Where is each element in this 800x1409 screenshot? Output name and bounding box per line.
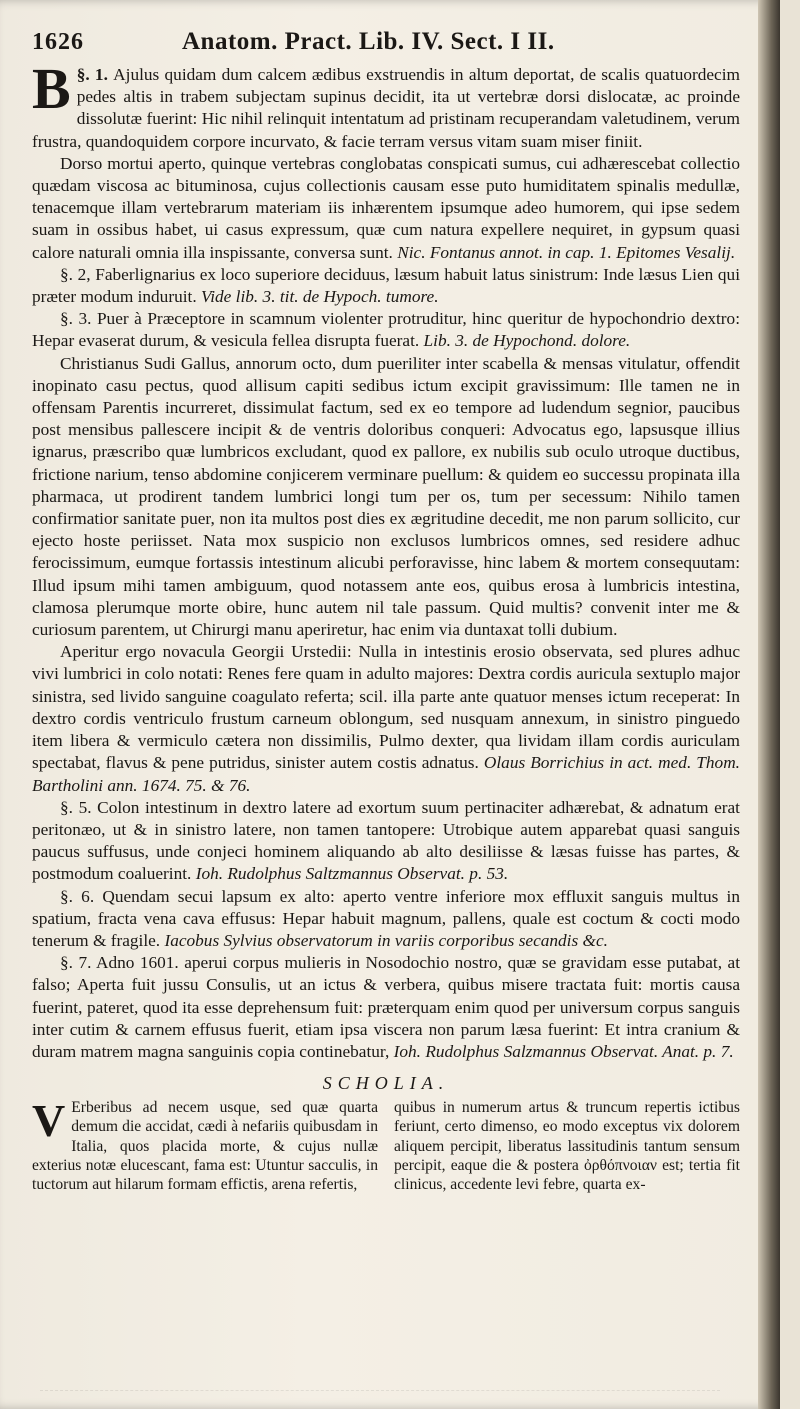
citation: Iacobus Sylvius observatorum in variis corporibus secandis &c. xyxy=(164,930,608,950)
paragraph-text: Christianus Sudi Gallus, annorum octo, dum pueriliter inter scabella & mensas vitulatur, offendit inopinato casu pectus, quod allisum capiti sedibus ictum excipit gravissimum: Ille tamen ne in offensam Parentis incurreret, dissimulat factum, sed ex eo tempore ad ludendum segnior, paucibus post mensibus pallescere incipit & de ventris doloribus conqueri: Advocatus ego, lapsusque illius ignarus, præscribo quæ lumbricos excludant, quod ex pallore, ex nubilis sub oculo utroque ductibus, frictione narium, tenso abdomine conjicerem verminare puellum: & quidem eo successu propinata illa pharmaca, ut prodirent tandem lumbrici longi tum per os, tum per secessum: Nihilo tamen confirmatior sanitate puer, non ita multos post dies ex ægritudine decedit, me non parum sollicito, cur ejecto hoste periisset. Nata mox suspicio non exclusos lumbricos omnes, sed residere adhuc ferocissimum, eumque fortassis intestinum alicubi perforavisse, hinc labem & mortem consequutam: Illud ipsum mihi tamen ambiguum, quod notassem ante eos, quibus erosa à lumbricis intestina, clamosa plerumque morte obire, hunc autem nil tale passum. Quid multis? convenit inter me & curiosum parentem, ut Chirurgi manu aperiretur, hac enim via duntaxat tolli dubium. xyxy=(32,353,740,640)
section-mark: §. 1. xyxy=(76,65,108,84)
column-text: Erberibus ad necem usque, sed quæ quarta demum die accidat, cædi à nefariis quibusdam in Italia, quos placida morte, & cujus nullæ exterius notæ elucescant, fama est: Utuntur sacculis, in tuctorum aut hilarum formam effictis, arena refertis, xyxy=(32,1099,378,1193)
paragraph-8 xyxy=(32,886,740,953)
scholia-right-column xyxy=(394,1098,740,1194)
drop-capital: B xyxy=(32,56,71,121)
paragraph-text: §. 3. Puer à Præceptore in scamnum violenter protruditur, hinc queritur de hypochondrio dextro: Hepar evaserat durum, & vesicula fellea disrupta fuerat. xyxy=(32,309,740,351)
citation: Olaus Borrichius in act. med. Thom. Bartholini ann. 1674. 75. & 76. xyxy=(32,753,740,795)
column-text: quibus in numerum artus & truncum repertis ictibus feriunt, certo dimenso, eo modo exceptus vix dolorem aliquem percipit, liberatus lassitudinis tantum sensum percipit, eaque die & postera ὀρθόπνοιαν est; tertia fit clinicus, accedente levi febre, quarta ex- xyxy=(394,1099,740,1193)
citation: Vide lib. 3. tit. de Hypoch. tumore. xyxy=(200,287,439,307)
page-edge-shadow xyxy=(758,0,780,1409)
scholia-left-column xyxy=(32,1095,378,1194)
paragraph-text: Dorso mortui aperto, quinque vertebras conglobatas conspicati sumus, cui adhærescebat collectio quædam viscosa ac bituminosa, cujus collectionis causam esse puto humiditatem spinalis medullæ, tenacemque illam vertebrarum materiam iis inhærentem ipsumque adeo humorem, qui ipse sedem suam in ossibus habet, ui casus expressum, quæ cum natura expellere nequiret, in gypsum quasi calore naturali omnia illa inspissante, conversa sunt. xyxy=(32,153,740,262)
paragraph-1 xyxy=(32,56,740,153)
paragraph-text: §. 5. Colon intestinum in dextro latere ad exortum suum pertinaciter adhærebat, & adnatum erat peritonæo, ut & in sinistro latere, non tamen tantopere: Utrobique autem apparebat quasi sanguis paucus suffusus, unde conjeci hominem aliquando ab alto desiliisse & læsas fuisse has partes, & postmodum coaluerint. xyxy=(32,797,740,884)
main-text xyxy=(32,56,740,1063)
paragraph-9 xyxy=(32,952,740,1063)
paragraph-6 xyxy=(32,641,740,796)
scholia-heading: SCHOLIA. xyxy=(322,1073,450,1094)
citation: Nic. Fontanus annot. in cap. 1. Epitomes Vesalij. xyxy=(397,242,736,262)
paragraph-7 xyxy=(32,797,740,886)
scholia-columns xyxy=(32,1095,740,1194)
paragraph-5 xyxy=(32,353,740,642)
citation: Ioh. Rudolphus Saltzmannus Observat. p. 53. xyxy=(195,864,509,884)
citation: Lib. 3. de Hypochond. dolore. xyxy=(423,331,631,351)
citation: Ioh. Rudolphus Salzmannus Observat. Anat. p. 7. xyxy=(393,1041,734,1061)
paragraph-text: §. 7. Adno 1601. aperui corpus mulieris in Nosodochio nostro, quæ se gravidam esse putabat, at falso; Aperta fuit jussu Consulis, ut an ictus & verbera, quibus misere tractata fuit: mortis causa fuerint, pateret, quod ita esse deprehensum fuit: præterquam enim quod per universum corpus sanguis inter cutim & carnem effusus fuerit, etiam ipsa viscera non parum læsa fuerint: Et intra cranium & duram matrem magna sanguinis copia continebatur, xyxy=(32,953,740,1061)
paragraph-text: Aperitur ergo novacula Georgii Urstedii: Nulla in intestinis erosio observata, sed plures adhuc vivi lumbrici in colo notati: Renes fere quam in adulto majores: Dextra cordis auricula sextuplo major sinistra, sed livido sanguine coagulato referta; scil. illa parte ante quatuor menses ictum receperat: In dextro cordis ventriculo frustum carneum oblongum, sed nusquam annexum, in sinistro pinguedo item libera & vermiculo cætera non dissimilis, Pulmo dexter, qua lividam illam cordis auriculam spectabat, flavus & pene putridus, sinister autem costis adnatus. xyxy=(32,642,740,773)
page-number: 1626 xyxy=(32,29,84,55)
paragraph-2 xyxy=(32,153,740,264)
page-header xyxy=(32,28,740,64)
paragraph-text: §. 6. Quendam secui lapsum ex alto: aperto ventre inferiore mox effluxit sanguis multus in spatium, fracta vena cava effusus: Hepar habuit magnum, pallens, quale est coctum & cocti modo tenerum & fragile. xyxy=(32,886,740,950)
bleed-through-shadow xyxy=(40,1390,720,1405)
paragraph-3 xyxy=(32,264,740,308)
paragraph-4 xyxy=(32,308,740,352)
drop-capital: V xyxy=(32,1095,66,1147)
running-title: Anatom. Pract. Lib. IV. Sect. I II. xyxy=(182,28,555,55)
paragraph-text: §. 2, Faberlignarius ex loco superiore deciduus, læsum habuit latus sinistrum: Inde læsus Lien qui præter modum induruit. xyxy=(32,264,740,307)
paragraph-text: Ajulus quidam dum calcem ædibus exstruendis in altum deportat, de scalis quatuordecim pedes altis in trabem subjectam supinus decidit, ita ut vertebræ dorsi dislocatæ, ac proinde dissolutæ fuerint: Hic nihil relinquit intentatum ad pristinam recuperandam valetudinem, verum frustra, quandoquidem corpore incurvato, & facie terram versus vitam suam miser finiit. xyxy=(32,65,740,151)
